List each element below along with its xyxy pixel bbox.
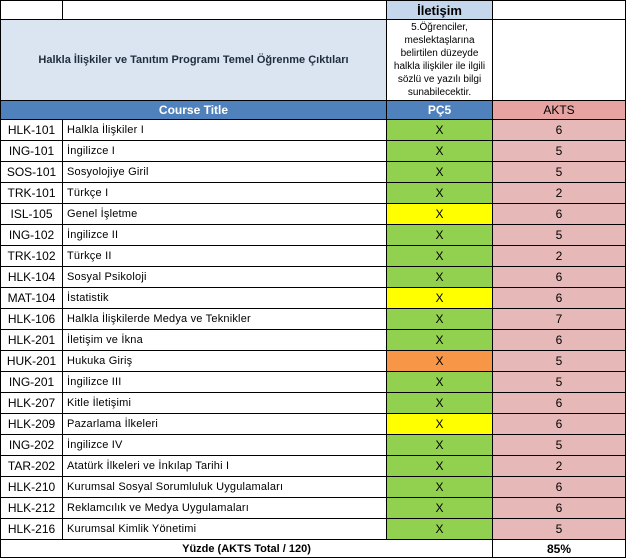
outcome-mark: X: [387, 288, 493, 309]
total-row: [1, 540, 626, 558]
blank-cell: [63, 1, 387, 20]
table-row: [1, 498, 626, 519]
outcome-mark: X: [387, 162, 493, 183]
course-code: HLK-216: [1, 519, 63, 540]
outcome-mark: X: [387, 477, 493, 498]
course-title: Türkçe II: [63, 246, 387, 267]
course-title: İngilizce IV: [63, 435, 387, 456]
program-header-row: [1, 20, 626, 101]
course-title: İstatistik: [63, 288, 387, 309]
table-row: [1, 120, 626, 141]
table-row: [1, 519, 626, 540]
course-code: ING-202: [1, 435, 63, 456]
akts-value: 5: [493, 372, 626, 393]
akts-value: 6: [493, 204, 626, 225]
course-title: Halkla İlişkilerde Medya ve Teknikler: [63, 309, 387, 330]
table-row: [1, 246, 626, 267]
column-header-course-title: Course Title: [1, 101, 387, 120]
course-code: ISL-105: [1, 204, 63, 225]
table-row: [1, 435, 626, 456]
table-row: [1, 393, 626, 414]
outcome-mark: X: [387, 120, 493, 141]
table-row: [1, 330, 626, 351]
course-code: TRK-101: [1, 183, 63, 204]
akts-value: 6: [493, 267, 626, 288]
table-row: [1, 372, 626, 393]
outcome-mark: X: [387, 393, 493, 414]
course-code: ING-101: [1, 141, 63, 162]
course-title: Halkla İlişkiler I: [63, 120, 387, 141]
table-row: [1, 204, 626, 225]
course-title: Kurumsal Sosyal Sorumluluk Uygulamaları: [63, 477, 387, 498]
course-code: HLK-104: [1, 267, 63, 288]
outcome-mark: X: [387, 267, 493, 288]
course-title: Genel İşletme: [63, 204, 387, 225]
table-body: [1, 1, 626, 558]
akts-value: 5: [493, 141, 626, 162]
outcome-mark: X: [387, 351, 493, 372]
outcome-mark: X: [387, 372, 493, 393]
column-header-row: [1, 101, 626, 120]
akts-value: 5: [493, 519, 626, 540]
course-code: MAT-104: [1, 288, 63, 309]
course-code: HLK-210: [1, 477, 63, 498]
outcome-mark: X: [387, 498, 493, 519]
course-code: HLK-106: [1, 309, 63, 330]
course-code: HLK-207: [1, 393, 63, 414]
course-code: TRK-102: [1, 246, 63, 267]
course-code: HLK-212: [1, 498, 63, 519]
akts-value: 6: [493, 414, 626, 435]
outcome-mark: X: [387, 414, 493, 435]
course-code: HUK-201: [1, 351, 63, 372]
blank-cell: [493, 1, 626, 20]
akts-value: 5: [493, 162, 626, 183]
course-title: Sosyal Psikoloji: [63, 267, 387, 288]
table-row: [1, 309, 626, 330]
course-code: SOS-101: [1, 162, 63, 183]
course-title: Reklamcılık ve Medya Uygulamaları: [63, 498, 387, 519]
akts-value: 2: [493, 456, 626, 477]
table-row: [1, 456, 626, 477]
outcome-mark: X: [387, 141, 493, 162]
course-code: HLK-201: [1, 330, 63, 351]
course-code: HLK-209: [1, 414, 63, 435]
competency-header-row: [1, 1, 626, 20]
akts-value: 6: [493, 288, 626, 309]
akts-value: 5: [493, 225, 626, 246]
course-title: Kitle İletişimi: [63, 393, 387, 414]
course-code: ING-102: [1, 225, 63, 246]
akts-value: 5: [493, 351, 626, 372]
course-title: İletişim ve İkna: [63, 330, 387, 351]
blank-cell: [1, 1, 63, 20]
table-row: [1, 267, 626, 288]
course-title: Pazarlama İlkeleri: [63, 414, 387, 435]
table-row: [1, 183, 626, 204]
outcome-mark: X: [387, 456, 493, 477]
akts-value: 2: [493, 183, 626, 204]
competency-description: 5.Öğrenciler, meslektaşlarına belirtilen düzeyde halkla ilişkiler ile ilgili sözlü ve yazılı bilgi sunabilecektir.: [387, 20, 493, 101]
table-row: [1, 351, 626, 372]
course-title: Sosyolojiye Giril: [63, 162, 387, 183]
outcome-mark: X: [387, 246, 493, 267]
outcome-mark: X: [387, 183, 493, 204]
competency-title: İletişim: [387, 1, 493, 20]
akts-value: 6: [493, 477, 626, 498]
course-title: İngilizce II: [63, 225, 387, 246]
table-row: [1, 141, 626, 162]
course-code: ING-201: [1, 372, 63, 393]
table-row: [1, 288, 626, 309]
column-header-akts: AKTS: [493, 101, 626, 120]
akts-value: 6: [493, 498, 626, 519]
outcome-mark: X: [387, 519, 493, 540]
total-percentage: 85%: [493, 540, 626, 558]
course-code: TAR-202: [1, 456, 63, 477]
outcome-mark: X: [387, 204, 493, 225]
total-label: Yüzde (AKTS Total / 120): [1, 540, 493, 558]
blank-cell: [493, 20, 626, 101]
course-title: İngilizce I: [63, 141, 387, 162]
table-row: [1, 225, 626, 246]
course-title: Türkçe I: [63, 183, 387, 204]
table-row: [1, 477, 626, 498]
course-title: Hukuka Giriş: [63, 351, 387, 372]
outcome-mark: X: [387, 435, 493, 456]
akts-value: 7: [493, 309, 626, 330]
akts-value: 6: [493, 330, 626, 351]
table-row: [1, 162, 626, 183]
course-title: İngilizce III: [63, 372, 387, 393]
table-row: [1, 414, 626, 435]
akts-value: 5: [493, 435, 626, 456]
course-title: Atatürk İlkeleri ve İnkılap Tarihi I: [63, 456, 387, 477]
outcome-mark: X: [387, 225, 493, 246]
course-title: Kurumsal Kimlik Yönetimi: [63, 519, 387, 540]
outcome-mark: X: [387, 330, 493, 351]
akts-value: 6: [493, 393, 626, 414]
column-header-outcome: PÇ5: [387, 101, 493, 120]
akts-value: 2: [493, 246, 626, 267]
program-title: Halkla İlişkiler ve Tanıtım Programı Temel Öğrenme Çıktıları: [1, 20, 387, 101]
outcome-mark: X: [387, 309, 493, 330]
akts-value: 6: [493, 120, 626, 141]
course-code: HLK-101: [1, 120, 63, 141]
